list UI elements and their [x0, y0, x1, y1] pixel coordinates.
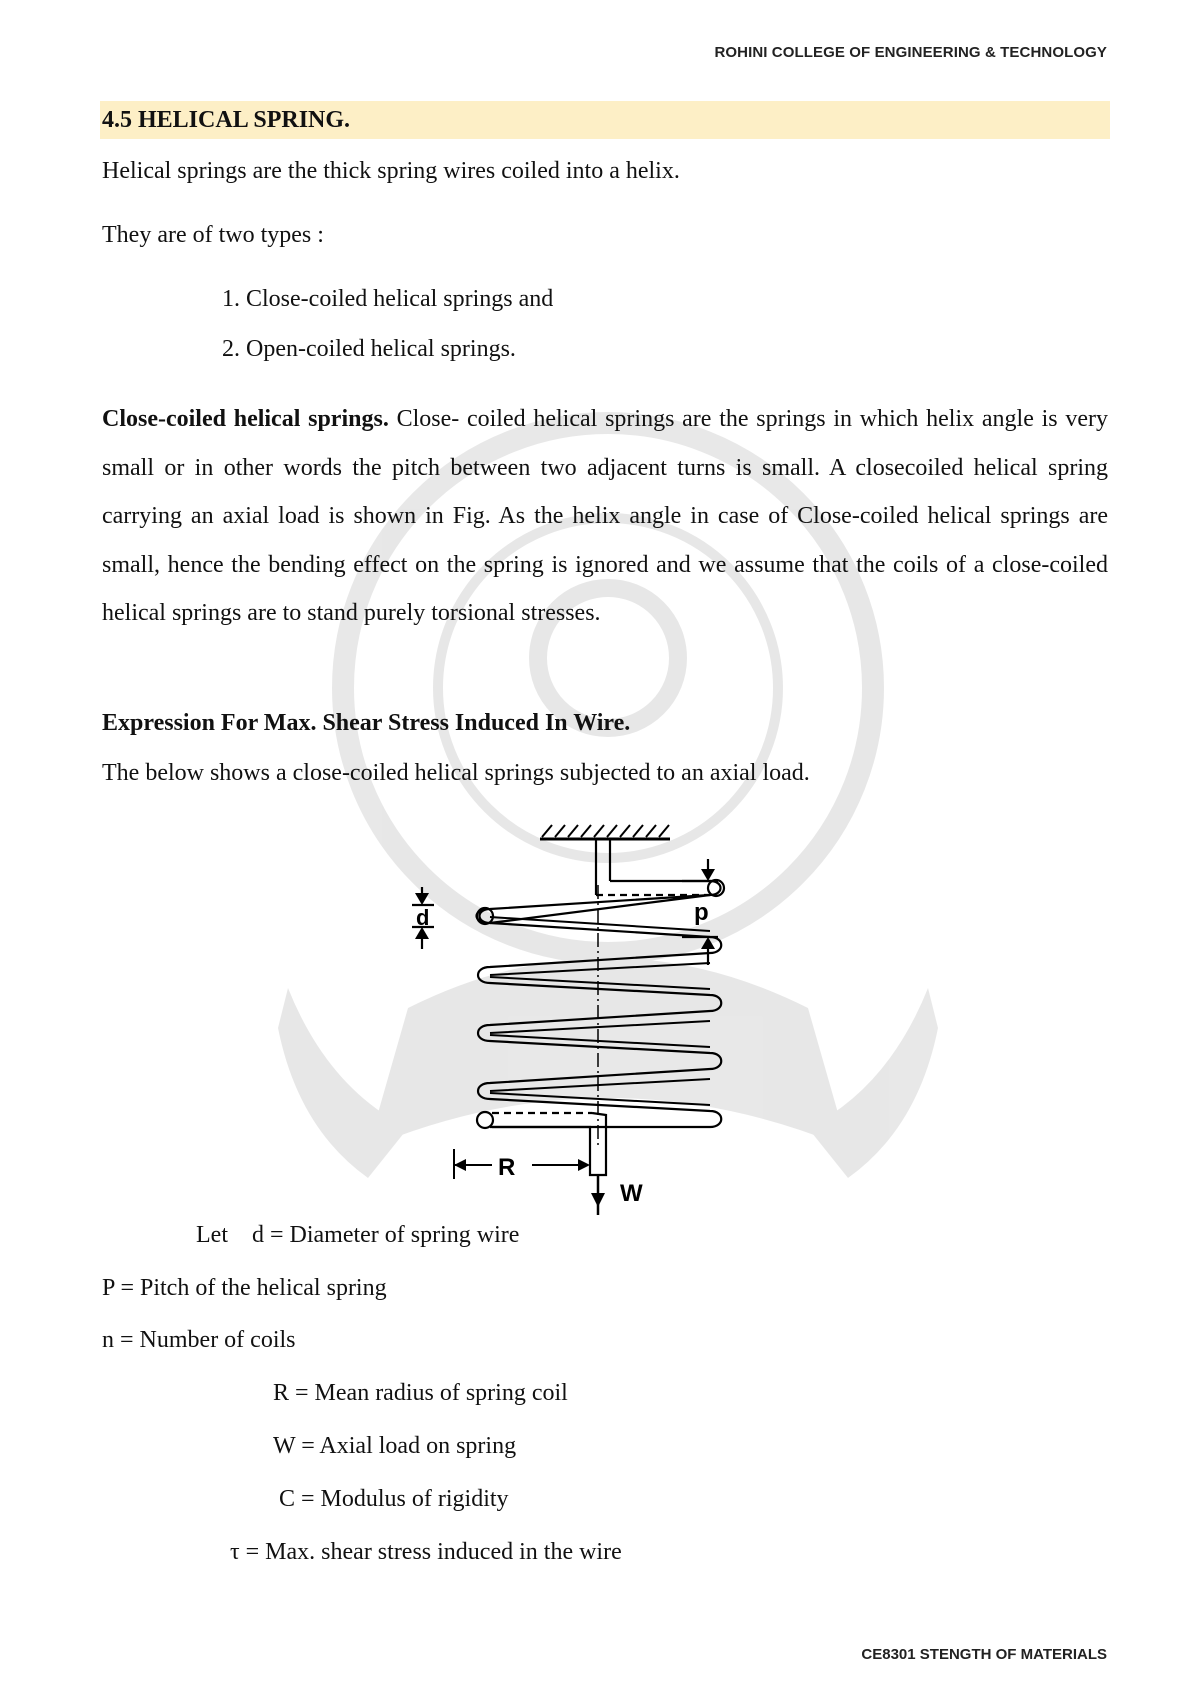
intro-line-2: They are of two types : — [102, 222, 324, 248]
figure-label-W: W — [620, 1180, 643, 1207]
definition-d: Let d = Diameter of spring wire — [196, 1222, 520, 1248]
close-coiled-paragraph — [102, 395, 1108, 638]
figure-label-R: R — [498, 1154, 516, 1181]
figure-label-p: p — [694, 899, 709, 926]
page-header: ROHINI COLLEGE OF ENGINEERING & TECHNOLOGY — [714, 44, 1107, 61]
definition-c: C = Modulus of rigidity — [279, 1486, 509, 1512]
list-item: 2. Open-coiled helical springs. — [222, 336, 516, 362]
list-item: 1. Close-coiled helical springs and — [222, 286, 554, 312]
definition-p: P = Pitch of the helical spring — [102, 1275, 387, 1301]
intro-line-1: Helical springs are the thick spring wires coiled into a helix. — [102, 158, 680, 184]
close-coiled-lead: Close-coiled helical springs. — [102, 406, 389, 432]
expression-intro: The below shows a close-coiled helical springs subjected to an axial load. — [102, 760, 810, 786]
figure-label-d: d — [416, 905, 430, 930]
definition-n: n = Number of coils — [102, 1327, 296, 1353]
expression-heading: Expression For Max. Shear Stress Induced In Wire. — [102, 710, 631, 736]
definition-tau: τ = Max. shear stress induced in the wire — [230, 1539, 622, 1565]
section-heading: 4.5 HELICAL SPRING. — [100, 101, 1110, 139]
helical-spring-figure — [416, 815, 760, 1207]
close-coiled-body: Close- coiled helical springs are the springs in which helix angle is very small or in other words the pitch between two adjacent turns is small. A closecoiled helical spring carrying an axial load is shown in Fig. As the helix angle in case of Close-coiled helical springs are small, hence the bending effect on the spring is ignored and we assume that the coils of a close-coiled helical springs are to stand purely torsional stresses. — [102, 406, 1109, 626]
definition-r: R = Mean radius of spring coil — [273, 1380, 568, 1406]
page-footer: CE8301 STENGTH OF MATERIALS — [861, 1646, 1107, 1663]
definition-w: W = Axial load on spring — [273, 1433, 517, 1459]
